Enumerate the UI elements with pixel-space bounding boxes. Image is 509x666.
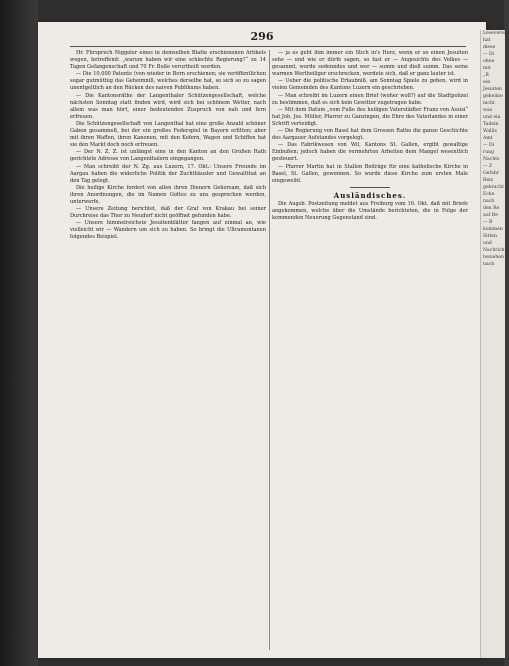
left-paragraph: — Die Kantonsräthe der Langenthaler Schützengesellschaft, welche nächsten Sonntag statt finden wird, wird sich bei schönem Wetter, nach allem was man hört, einer bedeutenden Zuspruch von nah und fern erfreuen. [70,92,266,120]
left-paragraph: — Die 10,000 Patente (von wieder in Bern erschienen; sie veröffentlichen sogar gutmüthig das Geheimniß, welches derselbe hat, so sich so zu sagen unentgeltlich an den Rücken des naiven Publikums haben. [70,71,266,92]
right-paragraph: — ja es geht ihm immer ein Stich in's Herz, wenn er so einen Jesuiten sehe — und wie er dürfe sagen, so fast er — Angesichts des Volkes — gesammt, wurde sodenndes und wer — summ und dieß summ. Das seine warmen Wertheiliger erschrecken, werdete sich, daß er ganz lauter ist. [272,50,468,78]
adjacent-page-fragment: auf Be [483,213,498,218]
left-paragraph: — Der N. Z. Z. ist unlängst eine in den Kanton an den Großen Rath gerichtete Adresse von Langenthalern eingegangen. [70,149,266,163]
right-paragraph: — Ueber die politische Erlaubniß, am Sonntag Spiele zu geben, wird in vielen Gemeinden des Kantons Luzern ein geschrieben. [272,78,468,92]
adjacent-page-fragment: hat [483,38,491,43]
adjacent-page-fragment: Amt [483,136,493,141]
adjacent-page-fragment: gebracht [483,185,504,190]
right-paragraph: — Pfarrer Martin hat in Stallen Beiträge für eine katholische Kirche in Basel, St. Gallen, gewonnen. So wurde diese Kirche zum ersten Male eingeweiht. [272,163,468,184]
adjacent-page-fragment: Tadeln [483,122,499,127]
header-rule [70,46,466,47]
section-heading: Ausländisches. [333,190,407,200]
adjacent-page-fragment: Nachrich [483,248,505,253]
adjacent-page-fragment: ohne [483,59,495,64]
adjacent-page-fragment: und [483,241,492,246]
right-paragraph: — Man schreibt im Luzern einen Brief (woher woll?) auf die Stadtpolizei zu bestimmen, daß es sich kein Gewitter zugetragen habe. [272,92,468,106]
adjacent-page-fragment: — B [483,220,493,225]
adjacent-page-fragment: geheime [483,94,503,99]
adjacent-page-fragment: Reiz [483,178,494,183]
adjacent-page-fragment: kommen [483,227,503,232]
adjacent-page-fragment: „R [483,73,489,78]
adjacent-page-fragment: rung [483,150,495,155]
adjacent-page-fragment: Jesuiten [483,87,502,92]
adjacent-page-fragment: nicht [483,101,495,106]
adjacent-page-fragment: nach [483,199,495,204]
adjacent-page-fragment: Nachts [483,157,500,162]
adjacent-page-fragment: — Di [483,52,495,57]
section-rule [350,187,390,188]
left-paragraph: Hr. Fürsprech Niggeler eines in demselben Blatte erschienenen Artikels wegen, betreffend: „warum haben wir eine schlechte Regierung?“ zu 14 Tagen Gefangenschaft und 70 Fr. Buße verurtheilt worden. [70,50,266,71]
adjacent-page-edge [480,30,509,658]
left-paragraph: — Unsere Zeitung berichtet, daß der Graf von Krakau bei seiner Durchreise das Thor zu Neudorf nicht geöffnet gefunden habe. [70,206,266,220]
left-paragraph: — Man schreibt der N. Zg. aus Luzern, 17. Okt.: Unsere Freunde im Aargau haben die widerliche Politik der Zuchthäusler und Gewaltthat an den Tag gelegt. [70,163,266,184]
adjacent-page-fragment: beziehen [483,255,504,260]
left-paragraph: — Unsere himmelreichste Jesuitenblätter fangen auf einmal an, wie vielleicht wir — Wandern um sich zu haben. So bringt die Ultramontanen folgendes Beispiel. [70,220,266,241]
adjacent-page-fragment: Wallis [483,129,497,134]
document-page [38,22,486,658]
adjacent-page-fragment: ein [483,80,491,85]
left-column [70,50,266,242]
adjacent-page-fragment: mit [483,66,491,71]
adjacent-page-fragment: Gefahr [483,171,499,176]
adjacent-page-fragment: Sitten [483,234,497,239]
book-spine-shadow [0,0,38,666]
section-paragraph: Die Augsb. Postzeitung meldet aus Freiburg vom 16. Okt. daß mit Briefe angekommen, welche über die Umstände berichteten, die in Folge der kommenden Neuerung Gegenstand sind. [272,200,468,222]
right-paragraph: — Die Regierung von Basel hat dem Grossen Rathe die ganze Geschichte des Aargauer Aufstandes vorgelegt. [272,128,468,142]
left-paragraph: Die Schützengesellschaft von Langenthal hat eine große Anzahl schöner Gaben gesammelt, bei der ein großes Federspiel in Bayern erlitten; aber mit ihren Waffen, ihren Kanonen, mit den Kofern, Wagen und Schiffen hat sie den Markt doch noch erfreuen. [70,120,266,149]
adjacent-page-fragment: den Re [483,206,500,211]
adjacent-page-fragment: — Z [483,164,493,169]
page-number: 296 [250,30,274,43]
right-column [272,50,468,222]
adjacent-page-fragment: und ein [483,115,501,120]
adjacent-page-fragment: nach [483,262,495,267]
adjacent-page-fragment: Ecke [483,192,495,197]
column-divider [269,50,270,650]
adjacent-page-fragment: Leseverein [483,31,509,36]
adjacent-page-fragment: diese [483,45,496,50]
right-paragraph: — Mit dem Datum „vom Fuße des heiligen Vaterstädter Franz von Assisi“ hat Joh. Jos. Müller, Pfarrer zu Ganzingen, die Ehre des Vaterlandes in einer Schrift verteidigt. [272,106,468,127]
adjacent-page-fragment: was [483,108,493,113]
left-paragraph: Die heilige Kirche fordert von allen ihren Dienern Gehorsam, daß sich ihren Anordnungen, die im Namen Gottes zu uns gesprochen werden, unterwerfe. [70,184,266,205]
right-paragraph: — Das Fabrikwesen von Wil, Kantons St. Gallen, ergibt gewaltige Einbußen; jedoch haben die vermehrten Arbeiten dem Mangel wesentlich gesteuert. [272,142,468,163]
adjacent-page-fragment: — Di [483,143,495,148]
